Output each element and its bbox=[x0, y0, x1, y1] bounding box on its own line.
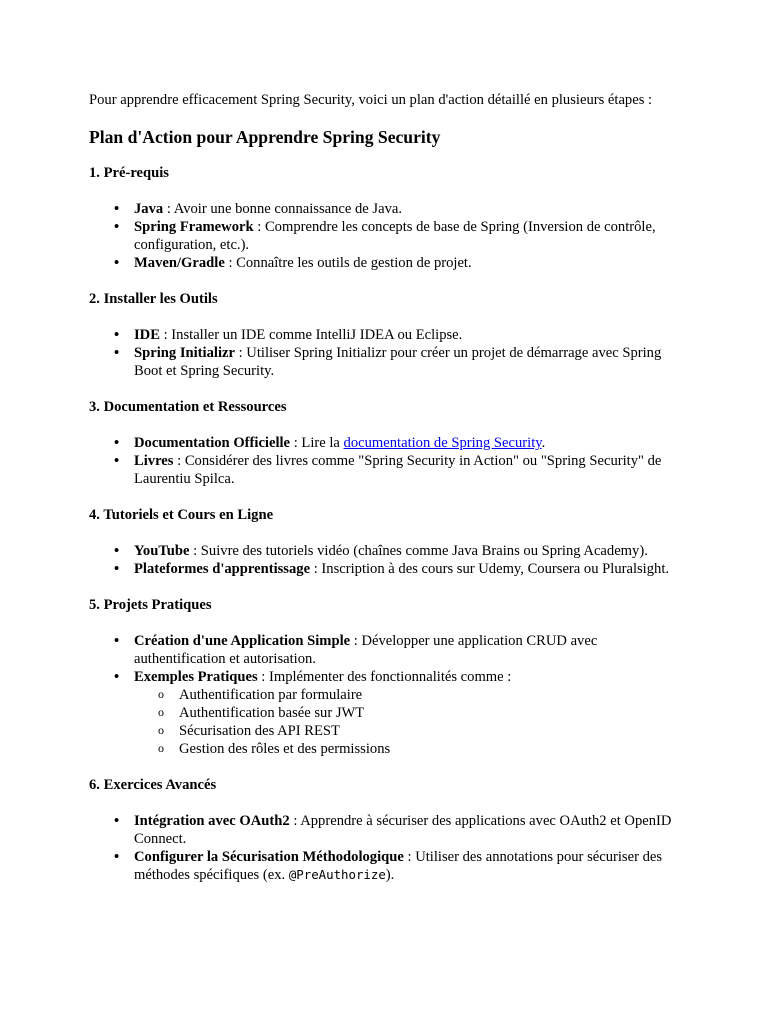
list-item bbox=[134, 812, 684, 848]
item-description: : Installer un IDE comme IntelliJ IDEA ou Eclipse. bbox=[159, 327, 463, 343]
item-description: : Lire la bbox=[290, 435, 344, 451]
item-description: : Comprendre les concepts de base de Spring (Inversion de contrôle, configuration, etc.). bbox=[134, 219, 656, 253]
section-heading-tools: 2. Installer les Outils bbox=[89, 291, 218, 307]
list-item bbox=[134, 452, 684, 488]
item-term: Intégration avec OAuth2 bbox=[134, 813, 290, 829]
intro-paragraph: Pour apprendre efficacement Spring Security, voici un plan d'action détaillé en plusieurs étapes : bbox=[89, 92, 653, 108]
section-heading-projects: 5. Projets Pratiques bbox=[89, 597, 212, 613]
list-item bbox=[134, 848, 684, 884]
list-item bbox=[134, 668, 684, 758]
item-term: Spring Initializr bbox=[134, 345, 235, 361]
item-description: : Utiliser Spring Initializr pour créer un projet de démarrage avec Spring Boot et Spring Security. bbox=[134, 345, 662, 379]
documentation-list bbox=[89, 434, 684, 488]
item-term: Plateformes d'apprentissage bbox=[134, 561, 311, 577]
list-item bbox=[134, 344, 684, 380]
tools-list bbox=[89, 326, 684, 380]
item-term: Configurer la Sécurisation Méthodologique bbox=[134, 849, 404, 865]
item-term: YouTube bbox=[134, 543, 190, 559]
section-heading-tutorials: 4. Tutoriels et Cours en Ligne bbox=[89, 507, 274, 523]
page-title: Plan d'Action pour Apprendre Spring Security bbox=[89, 127, 441, 147]
item-description: : Développer une application CRUD avec authentification et autorisation. bbox=[134, 633, 598, 667]
list-item bbox=[134, 560, 684, 578]
item-term: Spring Framework bbox=[134, 219, 254, 235]
item-description: : Considérer des livres comme "Spring Security in Action" ou "Spring Security" de Laurentiu Spilca. bbox=[134, 453, 662, 487]
item-description: : Apprendre à sécuriser des applications avec OAuth2 et OpenID Connect. bbox=[134, 813, 672, 847]
list-item bbox=[134, 218, 684, 254]
item-description-end: . bbox=[541, 435, 546, 451]
item-description: : Avoir une bonne connaissance de Java. bbox=[163, 201, 403, 217]
sub-list-item: o Sécurisation des API REST bbox=[179, 722, 684, 740]
list-item bbox=[134, 632, 684, 668]
sub-list-item: o Authentification par formulaire bbox=[179, 686, 684, 704]
item-term: Livres bbox=[134, 453, 174, 469]
list-item bbox=[134, 326, 684, 344]
item-description: : Connaître les outils de gestion de projet. bbox=[224, 255, 472, 271]
item-term: Documentation Officielle bbox=[134, 435, 291, 451]
item-description: : Suivre des tutoriels vidéo (chaînes comme Java Brains ou Spring Academy). bbox=[189, 543, 648, 559]
advanced-list bbox=[89, 812, 684, 884]
item-term: Exemples Pratiques bbox=[134, 669, 258, 685]
list-item bbox=[134, 254, 684, 272]
prerequisites-list bbox=[89, 200, 684, 272]
tutorials-list bbox=[89, 542, 684, 578]
item-term: Création d'une Application Simple bbox=[134, 633, 351, 649]
sub-list bbox=[134, 686, 684, 758]
item-term: Java bbox=[134, 201, 164, 217]
item-term: Maven/Gradle bbox=[134, 255, 225, 271]
item-description: : Inscription à des cours sur Udemy, Coursera ou Pluralsight. bbox=[310, 561, 670, 577]
section-heading-advanced: 6. Exercices Avancés bbox=[89, 777, 217, 793]
item-description: : Implémenter des fonctionnalités comme : bbox=[257, 669, 512, 685]
item-description-end: ). bbox=[385, 867, 395, 883]
section-heading-documentation: 3. Documentation et Ressources bbox=[89, 399, 287, 415]
list-item bbox=[134, 542, 684, 560]
sub-list-item: o Authentification basée sur JWT bbox=[179, 704, 684, 722]
sub-list-item: o Gestion des rôles et des permissions bbox=[179, 740, 684, 758]
spring-security-docs-link[interactable]: documentation de Spring Security bbox=[343, 435, 542, 451]
list-item bbox=[134, 434, 684, 452]
item-description: : Utiliser des annotations pour sécuriser des méthodes spécifiques (ex. bbox=[134, 849, 663, 883]
section-heading-prerequisites: 1. Pré-requis bbox=[89, 165, 169, 181]
preauthorize-code: @PreAuthorize bbox=[288, 867, 386, 882]
projects-list bbox=[89, 632, 684, 758]
item-term: IDE bbox=[134, 327, 160, 343]
list-item bbox=[134, 200, 684, 218]
